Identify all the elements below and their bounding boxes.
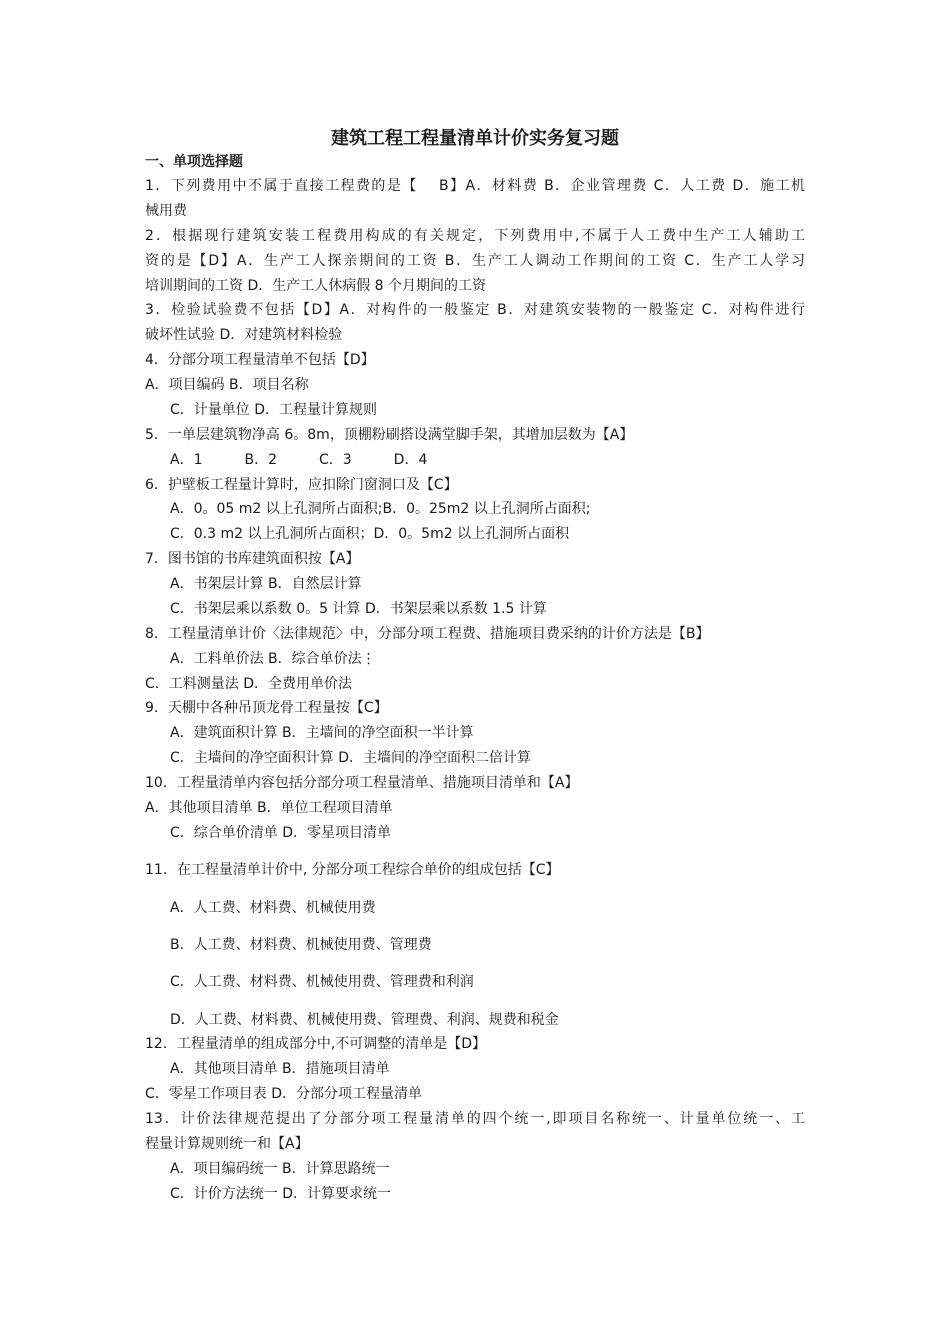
option-line: C．0.3 m2 以上孔洞所占面积；D．0。5m2 以上孔洞所占面积 [170, 526, 570, 542]
document-title: 建筑工程工程量清单计价实务复习题 [331, 128, 619, 149]
option-line: C．零星工作项目表 D．分部分项工程量清单 [145, 1086, 423, 1102]
question-line: 2．根据现行建筑安装工程费用构成的有关规定，下列费用中,不属于人工费中生产工人辅助工 [145, 228, 805, 244]
option-line: A．其他项目清单 B．单位工程项目清单 [145, 800, 393, 816]
option-line: D．人工费、材料费、机械使用费、管理费、利润、规费和税金 [170, 1012, 559, 1028]
option-line: A．项目编码统一 B．计算思路统一 [170, 1161, 390, 1177]
question-line: 资的是【D】A．生产工人探亲期间的工资 B．生产工人调动工作期间的工资 C．生产工人学习 [145, 253, 805, 269]
option-line: A．建筑面积计算 B．主墙间的净空面积一半计算 [170, 725, 474, 741]
question-line: 8．工程量清单计价〈法律规范〉中，分部分项工程费、措施项目费采纳的计价方法是【B】 [145, 626, 710, 642]
question-line: 程量计算规则统一和【A】 [145, 1136, 309, 1152]
question-line: 10．工程量清单内容包括分部分项工程量清单、措施项目清单和【A】 [145, 775, 579, 791]
option-line: C．书架层乘以系数 0。5 计算 D．书架层乘以系数 1.5 计算 [170, 601, 547, 617]
question-line: 5．一单层建筑物净高 6。8m，顶棚粉刷搭设满堂脚手架，其增加层数为【A】 [145, 427, 634, 443]
question-line: 7．图书馆的书库建筑面积按【A】 [145, 551, 360, 567]
question-line: 1．下列费用中不属于直接工程费的是【 B】A．材料费 B．企业管理费 C．人工费 D．施工机 [145, 178, 805, 194]
option-line: C．工料测量法 D．全费用单价法 [145, 676, 353, 692]
question-line: 9．天棚中各种吊顶龙骨工程量按【C】 [145, 700, 388, 716]
question-line: 6．护壁板工程量计算时，应扣除门窗洞口及【C】 [145, 477, 458, 493]
question-line: 械用费 [145, 203, 187, 219]
question-line: 12．工程量清单的组成部分中,不可调整的清单是【D】 [145, 1036, 487, 1052]
question-line: 4．分部分项工程量清单不包括【D】 [145, 352, 375, 368]
option-line: C．主墙间的净空面积计算 D．主墙间的净空面积二倍计算 [170, 750, 532, 766]
question-line: 3．检验试验费不包括【D】A．对构件的一般鉴定 B．对建筑安装物的一般鉴定 C．对构件进行 [145, 302, 805, 318]
option-line: A．书架层计算 B．自然层计算 [170, 576, 362, 592]
question-line: 破坏性试验 D．对建筑材料检验 [145, 327, 343, 343]
option-line: A．1 B．2 C．3 D．4 [170, 452, 428, 468]
option-line: A．0。05 m2 以上孔洞所占面积;B．0。25m2 以上孔洞所占面积; [170, 501, 591, 517]
option-line: A．工料单价法 B．综合单价法⋮ [170, 651, 376, 667]
option-line: A．其他项目清单 B．措施项目清单 [170, 1061, 390, 1077]
question-line: 培训期间的工资 D．生产工人休病假 8 个月期间的工资 [145, 278, 487, 294]
option-line: A．项目编码 B．项目名称 [145, 377, 309, 393]
question-line: 11．在工程量清单计价中, 分部分项工程综合单价的组成包括【C】 [145, 862, 560, 878]
option-line: B．人工费、材料费、机械使用费、管理费 [170, 937, 432, 953]
option-line: C．计价方法统一 D．计算要求统一 [170, 1186, 392, 1202]
option-line: A．人工费、材料费、机械使用费 [170, 900, 376, 916]
option-line: C．综合单价清单 D．零星项目清单 [170, 825, 392, 841]
question-line: 13．计价法律规范提出了分部分项工程量清单的四个统一,即项目名称统一、计量单位统一、工 [145, 1111, 805, 1127]
option-line: C．计量单位 D．工程量计算规则 [170, 402, 378, 418]
option-line: C．人工费、材料费、机械使用费、管理费和利润 [170, 974, 474, 990]
section-heading: 一、单项选择题 [145, 154, 243, 170]
